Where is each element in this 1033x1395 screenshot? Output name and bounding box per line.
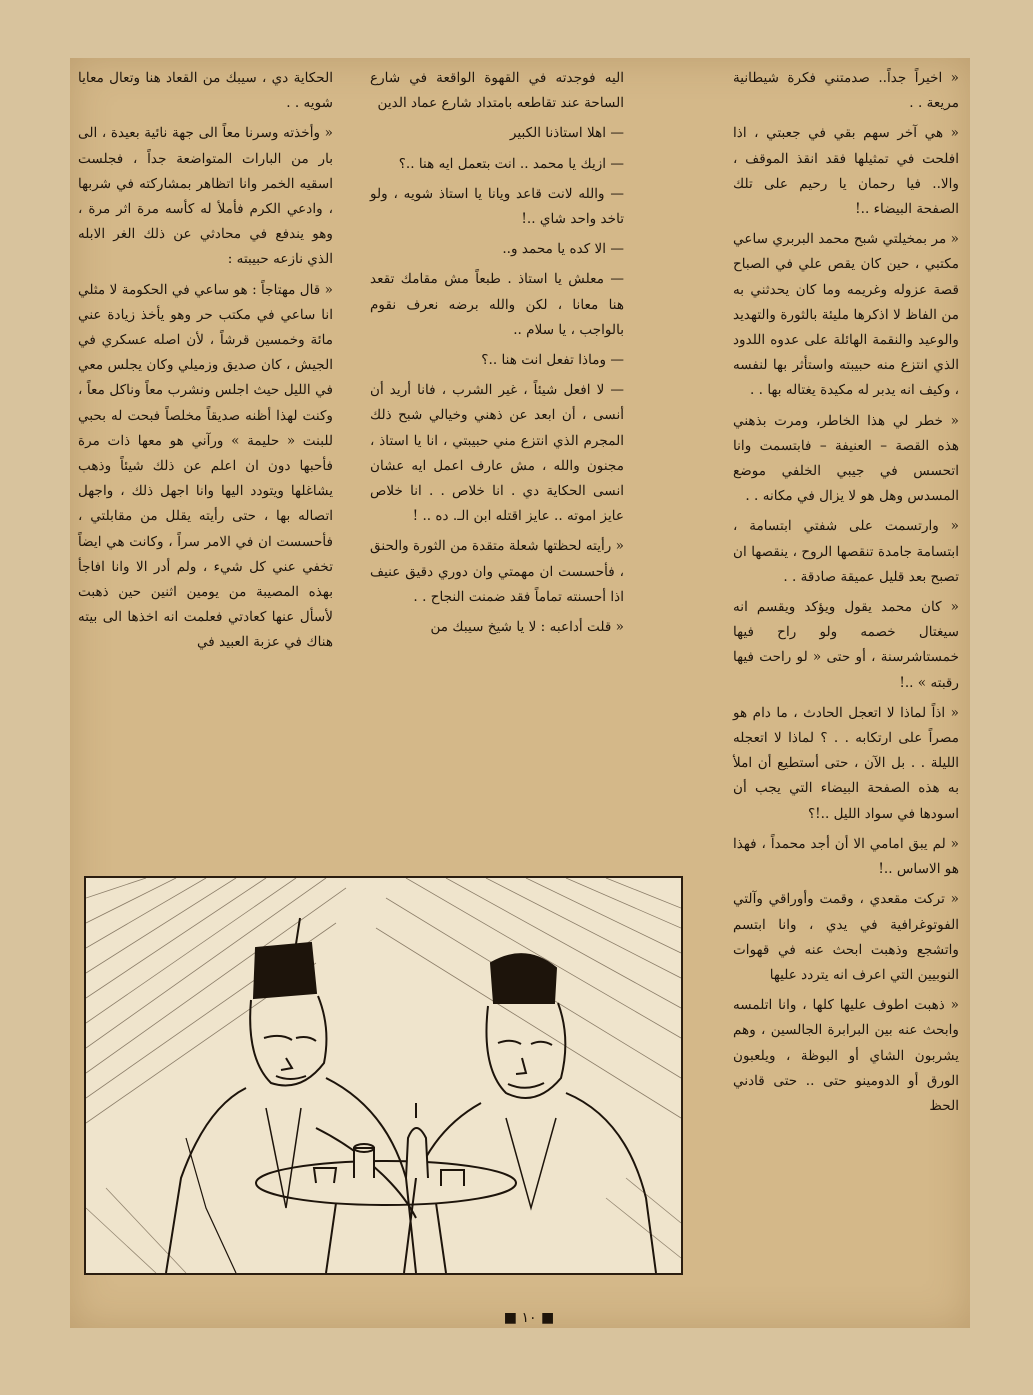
paragraph: « قال مهتاجاً : هو ساعي في الحكومة لا مثلي انا ساعي في مكتب حر وهو يأخذ زيادة عني مائة وخمسين قرشاً ، لأن اصله عسكري في الجيش ، كان صديق وزميلي وكان يجلس معي في الليل حيث اجلس ونشرب معاً وناكل معاً ، وكنت لهذا أظنه صديقاً مخلصاً فبحت له بحبي للبنت « حليمة » ورآني هو معها ذات مرة فأحبها دون ان اعلم عن ذلك شيئاً وذهب يشاغلها ويتودد اليها وانا اجهل ذلك ، واجهل اتصاله بها ، حتى رأيته يقلل من مقابلتي ، فأحسست ان في الامر سراً ، وكانت هي ايضاً تخفي عني كل شيء ، ولم أدر الا وانا افاجأ بهذه المصيبة من يومين اثنين حين ذهبت لأسأل عنها كعادتي فعلمت انه اخذها الى بيته هناك في عزبة العبيد في (78, 281, 333, 651)
paragraph: « وأخذته وسرنا معاً الى جهة نائية بعيدة ، الى بار من البارات المتواضعة جداً ، فجلست اسقيه الخمر وانا اتظاهر بمشاركته في شربها ، وادعي الكرم فأملأ له كأسه مرة اثر مرة ، وهو يندفع في محادثي عن ذلك الغر الابله الذي نازعه حبيبته : (78, 125, 333, 268)
paragraph: « خطر لي هذا الخاطر، ومرت بذهني هذه القصة – العنيفة – فابتسمت وانا اتحسس في جيبي الخلفي موضع المسدس وهل هو لا يزال في مكانه . . (733, 412, 959, 505)
paragraph: « اخيراً جداً.. صدمتني فكرة شيطانية مريعة . . (733, 70, 959, 112)
magazine-page (70, 58, 970, 1328)
paragraph: « تركت مقعدي ، وقمت وأوراقي وآلتي الفوتوغرافية في يدي ، وانا ابتسم واتشجع وذهبت ابحث عنه في قهوات النوبيين التي اعرف انه يتردد عليها (733, 891, 959, 983)
paragraph: « قلت أداعبه : لا يا شيخ سيبك من (430, 619, 624, 636)
paragraph: « رأيته لحظتها شعلة متقدة من الثورة والحنق ، فأحسست ان مهمتي وان دوري دقيق عنيف اذا أحسنته تماماً فقد ضمنت النجاح . . (370, 538, 624, 605)
paragraph: — اهلا استاذنا الكبير (509, 125, 624, 142)
cafe-table (256, 1103, 516, 1273)
paragraph: — لا افعل شيئاً ، غير الشرب ، فانا أريد أن أنسى ، أن ابعد عن ذهني وخيالي شبح ذلك المجرم الذي انتزع مني حبيبتي ، انا يا استاذ ، مجنون والله ، مش عارف اعمل ايه عشان انسى الحكاية دي . انا خلاص . . انا خلاص عايز اموته .. عايز اقتله ابن الـ. ده .. ! (370, 382, 624, 525)
paragraph: « كان محمد يقول ويؤكد ويقسم انه سيغتال خصمه ولو راح فيها خمستاشرسنة ، أو حتى « لو راحت فيها رقبته » ..! (733, 599, 959, 691)
right-man-figure (404, 954, 656, 1273)
paragraph: — الا كده يا محمد و.. (502, 241, 624, 258)
floor-hatching (86, 1178, 681, 1273)
left-man-figure (166, 918, 416, 1273)
paragraph: الحكاية دي ، سيبك من القعاد هنا وتعال معايا شويه . . (78, 70, 333, 112)
paragraph: اليه فوجدته في القهوة الواقعة في شارع الساحة عند تقاطعه بامتداد شارع عماد الدين (370, 70, 624, 112)
paragraph: « مر بمخيلتي شبح محمد البربري ساعي مكتبي ، حين كان يقص علي في الصباح قصة عزوله وغريمه وما كان يحدثني به من الفاظ لا اذكرها مليئة بالثورة والتهديد والوعيد والنقمة الهائلة على عدوه اللدود الذي انتزع منه حبيبته واستأثر بها لنفسه ، وكيف انه يدبر له مكيدة يغتاله بها . . (733, 231, 959, 399)
paragraph: « ذهبت اطوف عليها كلها ، وانا اتلمسه وابحث عنه بين البرابرة الجالسين ، وهم يشربون الشاي أو البوظة ، ويلعبون الورق أو الدومينو حتى .. حتى قادني الحظ (733, 997, 959, 1114)
page-number: ■ ١٠ ■ (503, 1310, 555, 1326)
paragraph: — والله لانت قاعد ويانا يا استاذ شويه ، ولو تاخد واحد شاي ..! (370, 185, 624, 228)
text-column-left (78, 66, 333, 866)
cafe-scene-illustration (84, 876, 683, 1275)
paragraph: — ازيك يا محمد .. انت بتعمل ايه هنا ..؟ (398, 155, 624, 172)
paragraph: — معلش يا استاذ . طبعاً مش مقامك تقعد هنا معانا ، لكن والله برضه نعرف نقوم بالواجب ، يا سلام .. (370, 271, 624, 338)
paragraph: « اذاً لماذا لا اتعجل الحادث ، ما دام هو مصراً على ارتكابه . . ؟ لماذا لا اتعجله الليلة . . بل الآن ، حتى أستطيع أن املأ به هذه الصفحة البيضاء التي يجب أن اسودها في سواد الليل ..!؟ (733, 704, 959, 822)
ink-drawing (86, 878, 681, 1273)
background-hatching (86, 878, 681, 1123)
paragraph: « وارتسمت على شفتي ابتسامة ، ابتسامة جامدة تنقصها الروح ، ينقصها ان تصبح بعد قليل عميقة صادقة . . (733, 518, 959, 585)
paragraph: — وماذا تفعل انت هنا ..؟ (481, 352, 624, 369)
text-column-right (733, 66, 959, 1266)
paragraph: « هي آخر سهم بقي في جعبتي ، اذا افلحت في تمثيلها فقد انقذ الموقف ، والا.. فيا رحمان يا رحيم على تلك الصفحة البيضاء ..! (733, 125, 959, 218)
text-column-middle (370, 66, 624, 866)
paragraph: « لم يبق امامي الا أن أجد محمداً ، فهذا هو الاساس ..! (733, 835, 959, 878)
